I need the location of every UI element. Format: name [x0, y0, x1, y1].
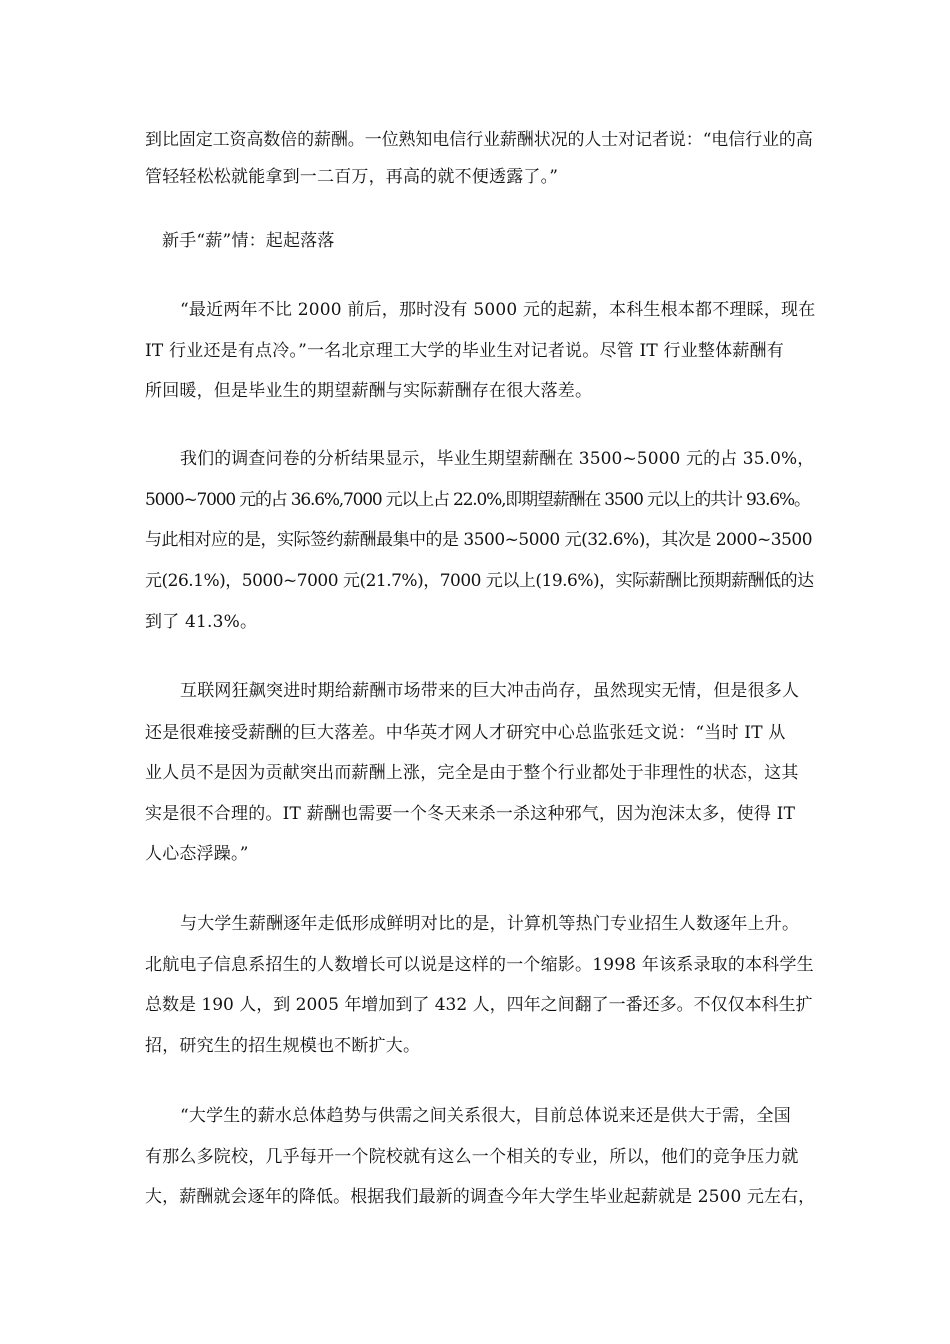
text-line: “最近两年不比 2000 前后，那时没有 5000 元的起薪，本科生根本都不理睬，现在 [180, 300, 816, 320]
text-line: 还是很难接受薪酬的巨大落差。中华英才网人才研究中心总监张廷文说：“当时 IT 从 [145, 723, 786, 743]
text-line: 北航电子信息系招生的人数增长可以说是这样的一个缩影。1998 年该系录取的本科学生 [145, 955, 814, 975]
text-line: 总数是 190 人，到 2005 年增加到了 432 人，四年之间翻了一番还多。不仅仅本科生扩 [145, 995, 813, 1015]
text-line: 我们的调查问卷的分析结果显示，毕业生期望薪酬在 3500~5000 元的占 35.0%， [180, 449, 815, 469]
text-line: “大学生的薪水总体趋势与供需之间关系很大，目前总体说来还是供大于需，全国 [180, 1106, 791, 1126]
heading-text: 新手“薪”情：起起落落 [162, 231, 335, 251]
text-line: 与此相对应的是，实际签约薪酬最集中的是 3500~5000 元(32.6%)，其次是 2000~3500 [145, 530, 813, 550]
text-line: 所回暖，但是毕业生的期望薪酬与实际薪酬存在很大落差。 [145, 381, 593, 401]
text-line: 管轻轻松松就能拿到一二百万，再高的就不便透露了。” [145, 167, 559, 187]
text-line: 大，薪酬就会逐年的降低。根据我们最新的调查今年大学生毕业起薪就是 2500 元左右， [145, 1187, 816, 1207]
text-line: 实是很不合理的。IT 薪酬也需要一个冬天来杀一杀这种邪气，因为泡沫太多，使得 IT [145, 804, 796, 824]
text-line: 业人员不是因为贡献突出而薪酬上涨，完全是由于整个行业都处于非理性的状态，这其 [145, 763, 799, 783]
text-line: 招，研究生的招生规模也不断扩大。 [145, 1036, 421, 1056]
text-line: 元(26.1%)，5000~7000 元(21.7%)，7000 元以上(19.6%)，实际薪酬比预期薪酬低的达 [145, 571, 814, 591]
text-line: 人心态浮躁。” [145, 844, 249, 864]
text-line: 到比固定工资高数倍的薪酬。一位熟知电信行业薪酬状况的人士对记者说：“电信行业的高 [145, 130, 813, 150]
text-line: 互联网狂飙突进时期给薪酬市场带来的巨大冲击尚存，虽然现实无情，但是很多人 [180, 681, 800, 701]
text-line: 5000~7000 元的占 36.6%,7000 元以上占 22.0%,即期望薪酬在 3500 元以上的共计 93.6%。 [145, 490, 810, 510]
text-line: 有那么多院校，几乎每开一个院校就有这么一个相关的专业，所以，他们的竞争压力就 [145, 1147, 799, 1167]
text-line: IT 行业还是有点冷。”一名北京理工大学的毕业生对记者说。尽管 IT 行业整体薪酬有 [145, 341, 784, 361]
text-line: 到了 41.3%。 [145, 612, 258, 632]
text-line: 与大学生薪酬逐年走低形成鲜明对比的是，计算机等热门专业招生人数逐年上升。 [180, 914, 800, 934]
